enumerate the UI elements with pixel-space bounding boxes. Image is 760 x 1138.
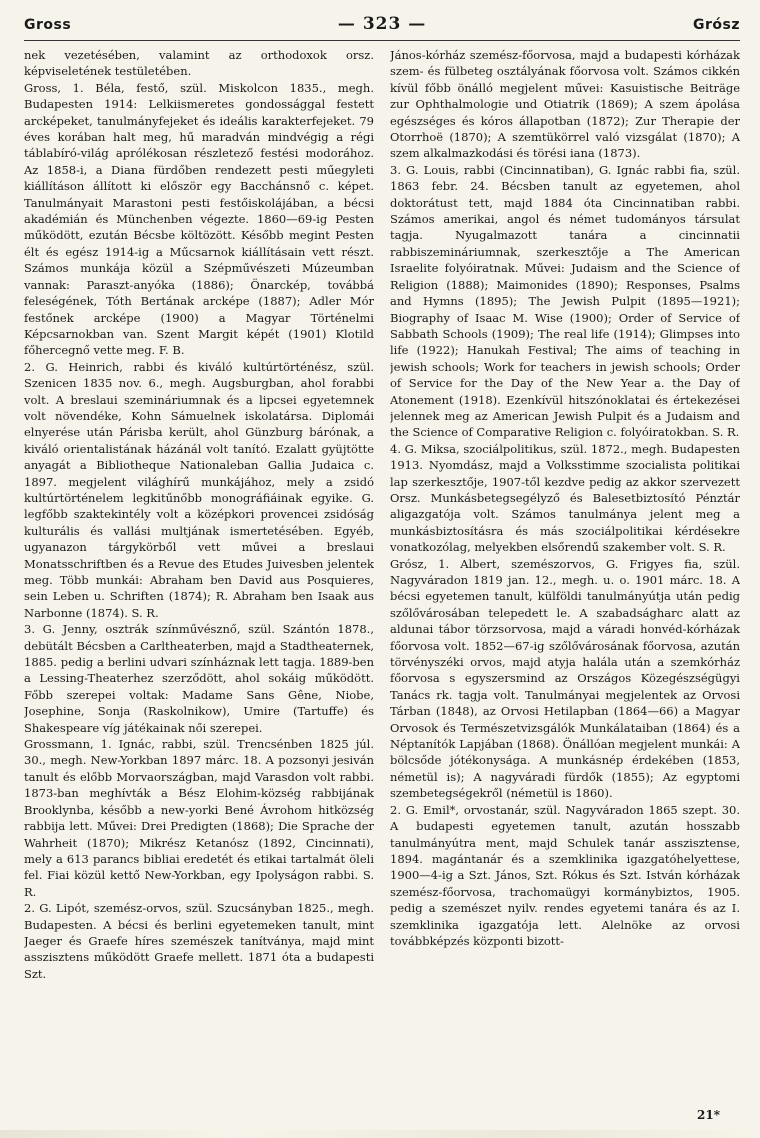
- paragraph: 2. G. Lipót, szemész-orvos, szül. Szucsányban 1825., megh. Budapesten. A bécsi és berlini egyetemeken tanult, mint Jaeger és Graefe híres szemészek tanítványa, majd mint asszisztens működött Graefe mellett. 1871 óta a budapesti Szt.: [24, 901, 374, 981]
- signature-mark: 21*: [697, 1108, 720, 1122]
- paragraph: 2. G. Emil*, orvostanár, szül. Nagyváradon 1865 szept. 30. A budapesti egyetemen tanult, azután hosszabb tanulmányútra ment, majd Schulek tanár asszisztense, 1894. magántanár és a szemklinika igazgatóhelyettese, 1900—4-ig a Szt. János, Szt. Rókus és Szt. István kórházak szemész-főorvosa, trachomaügyi kormánybiztos, 1905. pedig a szemészet nyilv. rendes egyetemi tanára és az I. szemklinika igazgatója lett. Alelnöke az orvosi továbbképzés központi bizott-: [390, 802, 740, 948]
- right-column: [390, 47, 740, 1087]
- paragraph: 3. G. Jenny, osztrák színművésznő, szül. Szántón 1878., debütált Bécsben a Carltheaterben, majd a Stadtheaternek, 1885. pedig a berlini udvari színháznak lett tagja. 1889-ben a Lessing-Theaterhez szerződött, ahol sokáig működött. Főbb szerepei voltak: Madame Sans Gêne, Niobe, Josephine, Sonja (Raskolnikow), Umire (Tartuffe) és Shakespeare víg játékainak női szerepei.: [24, 622, 374, 735]
- header-left-catchword: Gross: [24, 17, 72, 33]
- running-header: [24, 14, 740, 41]
- paragraph: János-kórház szemész-főorvosa, majd a budapesti kórházak szem- és fülbeteg osztályának főorvosa volt. Számos cikkén kívül főbb önálló megjelent művei: Kasuistische Beiträge zur Ophthalmologie und Otiatrik (1869); A szem ápolása egészséges és kóros állapotban (1872); Zur Therapie der Otorrhoë (1870); A szemtükörrel való vizsgálat (1870); A szem alkalmazkodási és törési iana (1873).: [390, 48, 740, 161]
- left-column: [24, 47, 374, 1087]
- paragraph: nek vezetésében, valamint az orthodoxok orsz. képviseletének testületében.: [24, 48, 374, 79]
- paragraph: Grossmann, 1. Ignác, rabbi, szül. Trencsénben 1825 júl. 30., megh. New-Yorkban 1897 márc. 18. A pozsonyi jesiván tanult és előbb Morvaországban, majd Varasdon volt rabbi. 1873-ban meghívták a Bész Elohim-község rabbijának Brooklynba, később a new-yorki Bené Ávrohom hitközség rabbija lett. Művei: Drei Predigten (1868); Die Sprache der Wahrheit (1870); Mikrész Ketanósz (1892, Cincinnati), mely a 613 parancs bibliai eredetét és etikai tartalmát öleli fel. Fiai közül kettő New-Yorkban, egy Ipolyságon rabbi. S. R.: [24, 737, 374, 899]
- header-right-catchword: Grósz: [692, 17, 740, 33]
- paragraph: Grósz, 1. Albert, szemészorvos, G. Frigyes fia, szül. Nagyváradon 1819 jan. 12., megh. u. o. 1901 márc. 18. A bécsi egyetemen tanult, külföldi tanulmányútja után pedig szőlővárosában telepedett le. A szabadságharc alatt az aldunai tábor törzsorvosa, majd a váradi honvéd-kórházak főorvosa volt. 1852—67-ig szőlővárosának főorvosa, azután törvényszéki orvos, majd atyja halála után a szemkórház főorvosa s egyszersmind az Országos Közegészségügyi Tanács rk. tagja volt. Tanulmányai megjelentek az Orvosi Tárban (1848), az Orvosi Hetilapban (1864—66) a Magyar Orvosok és Természetvizsgálók Munkálataiban (1864) és a Néptanítók Lapjában (1868). Önállóan megjelent munkái: A bölcsőde jótékonysága. A munkásnép érdekében (1853, németül is); A nagyváradi fürdők (1855); Az egyptomi szembetegségekről (németül is 1860).: [390, 556, 740, 801]
- paragraph: Gross, 1. Béla, festő, szül. Miskolcon 1835., megh. Budapesten 1914: Lelkiismeretes gondossággal festett arcképeket, tanulmányfejeket és ideális karakterfejeket. 79 éves korában halt meg, hű maradván mindvégig a régi táblabíró-világ aprólékosan részletező festési modorához. Az 1858-i, a Diana fürdőben rendezett pesti műegyleti kiállításon állított ki először egy Bacchánsnő c. képet. Tanulmányait Marastoni pesti festőiskolájában, a bécsi akadémián és Münchenben végezte. 1860—69-ig Pesten működött, ezután Bécsbe költözött. Később megint Pesten élt és egész 1914-ig a Műcsarnok kiállításain vett részt. Számos munkája közül a Szépművészeti Múzeumban vannak: Paraszt-anyóka (1886); Önarckép, továbbá feleségének, Tóth Bertának arcképe (1887); Adler Mór festőnek arcképe (1900) a Magyar Történelmi Képcsarnokban van. Szent Margit képét (1901) Klotild főhercegnő vette meg. F. B.: [24, 80, 374, 358]
- page-number: — 323 —: [337, 14, 427, 34]
- paragraph: 4. G. Miksa, szociálpolitikus, szül. 1872., megh. Budapesten 1913. Nyomdász, majd a Volksstimme szocialista politikai lap szerkesztője, 1907-től kezdve pedig az akkor szervezett Orsz. Munkásbetegsegélyző és Balesetbiztosító Pénztár aligazgatója volt. Számos tanulmánya jelent meg a munkásbiztosításra és más szociálpolitikai kérdésekre vonatkozólag, melyekben elsőrendű szakember volt. S. R.: [390, 441, 740, 555]
- text-columns: [24, 47, 740, 1087]
- paragraph: 2. G. Heinrich, rabbi és kiváló kultúrtörténész, szül. Szenicen 1835 nov. 6., megh. Augsburgban, ahol forabbi volt. A breslaui szemináriumnak és a lipcsei egyetemnek volt növendéke, Kohn Sámuelnek iskolatársa. Diplomái elnyerése után Párisba került, ahol Günzburg bárónak, a kiváló orientalistának házánál volt tanító. Ezalatt gyüjtötte anyagát a Bibliotheque Nationaleban Gallia Judaica c. 1897. megjelent világhírű munkájához, mely a zsidó kultúrtörténelem legkitűnőbb monográfiáinak egyike. G. legfőbb szaktekintély volt a középkori provencei zsidóság kulturális és vallási multjának ismertetésében. Egyéb, ugyanazon tárgykörből vett művei a breslaui Monatsschriftben és a Revue des Etudes Juivesben jelentek meg. Több munkái: Abraham ben David aus Posquieres, sein Leben u. Schriften (1874); R. Abraham ben Isaak aus Narbonne (1874). S. R.: [24, 359, 374, 620]
- paragraph: 3. G. Louis, rabbi (Cincinnatiban), G. Ignác rabbi fia, szül. 1863 febr. 24. Bécsben tanult az egyetemen, ahol doktorátust tett, majd 1884 óta Cincinnatiban rabbi. Számos amerikai, angol és német tudományos társulat tagja. Nyugalmazott tanára a cincinnatii rabbiszemináriumnak, szerkesztője a The American Israelite folyóiratnak. Művei: Judaism and the Science of Religion (1888); Maimonides (1890); Responses, Psalms and Hymns (1895); The Jewish Pulpit (1895—1921); Biography of Isaac M. Wise (1900); Order of Service of Sabbath Schools (1909); The real life (1914); Glimpses into life (1922); Hanukah Festival; The aims of teaching in jewish schools; Work for teachers in jewish schools; Order of Service for the Day of the New Year a. the Day of Atonement (1918). Ezenkívül hitszónoklatai és értekezései jelennek meg az American Jewish Pulpit és a Judaism and the Science of Comparative Religion c. folyóiratokban. S. R.: [390, 162, 740, 440]
- page-edge-shading: [0, 1130, 760, 1138]
